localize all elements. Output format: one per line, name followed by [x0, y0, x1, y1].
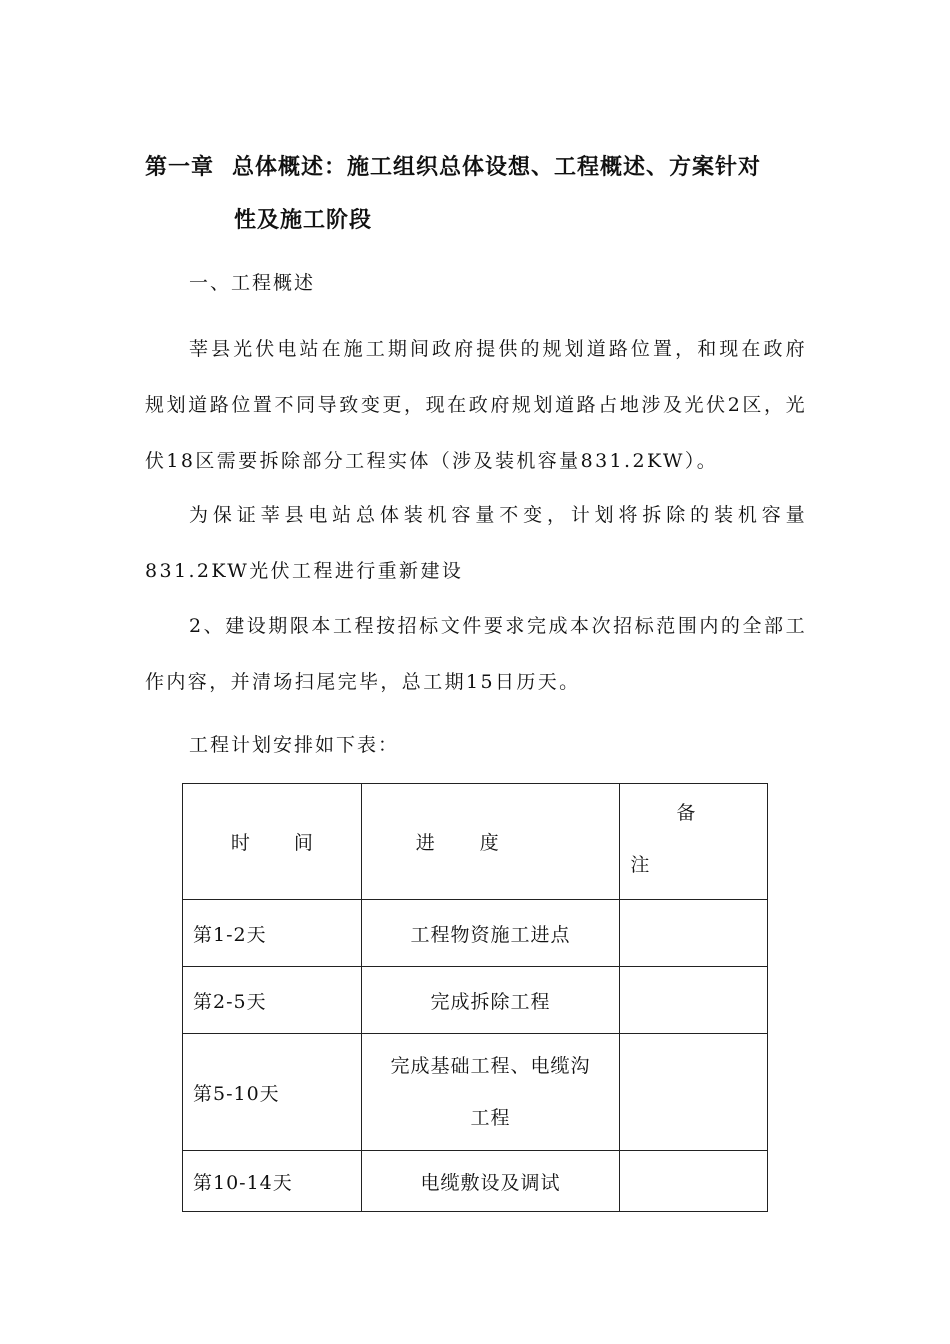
table-row — [183, 1034, 768, 1151]
chapter-title-line1: 总体概述：施工组织总体设想、工程概述、方案针对 — [232, 154, 762, 180]
paragraph-construction-period: 2、建设期限本工程按招标文件要求完成本次招标范围内的全部工作内容，并清场扫尾完毕，总工期15日历天。 — [145, 615, 807, 693]
row-time: 第2-5天 — [183, 967, 362, 1034]
chapter-number: 第一章 — [145, 154, 215, 180]
table-row — [183, 967, 768, 1034]
header-time: 时 间 — [183, 784, 362, 900]
table-intro: 工程计划安排如下表： — [189, 734, 400, 756]
section-title: 一、工程概述 — [189, 272, 316, 294]
table-row — [183, 1151, 768, 1212]
chapter-heading — [145, 150, 761, 181]
header-note: 备 注 — [620, 784, 768, 900]
schedule-table — [182, 783, 768, 1212]
row-progress: 完成拆除工程 — [361, 967, 620, 1034]
chapter-title-line2: 性及施工阶段 — [234, 207, 373, 233]
paragraph-project-overview: 莘县光伏电站在施工期间政府提供的规划道路位置，和现在政府规划道路位置不同导致变更，现在政府规划道路占地涉及光伏2区，光伏18区需要拆除部分工程实体（涉及装机容量831.2KW）。 — [145, 338, 807, 472]
row-note — [620, 967, 768, 1034]
table-header-row — [183, 784, 768, 900]
row-time: 第10-14天 — [183, 1151, 362, 1212]
row-note — [620, 900, 768, 967]
row-progress: 完成基础工程、电缆沟 工程 — [361, 1034, 620, 1151]
row-note — [620, 1151, 768, 1212]
row-progress: 电缆敷设及调试 — [361, 1151, 620, 1212]
row-progress: 工程物资施工进点 — [361, 900, 620, 967]
row-note — [620, 1034, 768, 1151]
header-progress: 进 度 — [361, 784, 620, 900]
row-time: 第5-10天 — [183, 1034, 362, 1151]
row-time: 第1-2天 — [183, 900, 362, 967]
table-row — [183, 900, 768, 967]
paragraph-capacity-rebuild: 为保证莘县电站总体装机容量不变，计划将拆除的装机容量831.2KW光伏工程进行重新建设 — [145, 504, 807, 582]
